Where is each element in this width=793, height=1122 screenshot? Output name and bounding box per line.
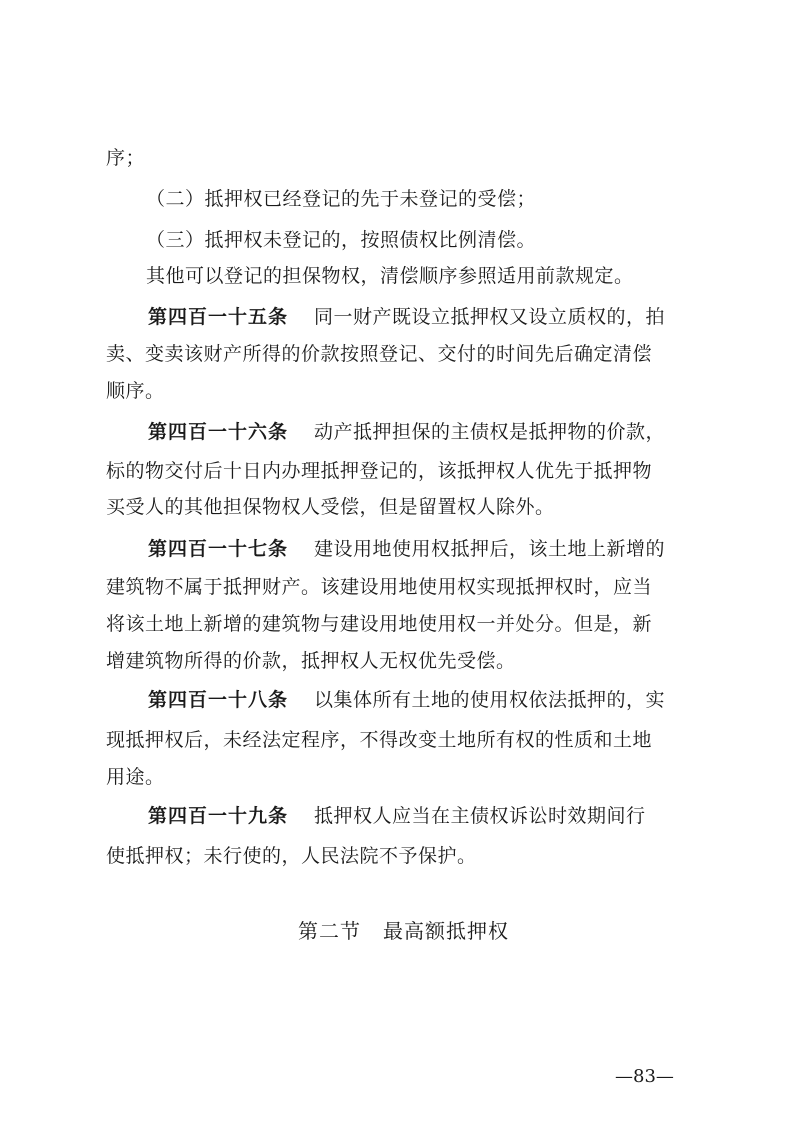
article-text: 动产抵押担保的主债权是抵押物的价款， — [314, 421, 666, 443]
article-label: 第四百一十八条 — [148, 689, 289, 711]
section-title: 最高额抵押权 — [383, 919, 509, 943]
article-first-line — [148, 804, 646, 828]
body-line: 序； — [106, 147, 146, 169]
article-text: 建设用地使用权抵押后，该土地上新增的 — [314, 538, 666, 560]
article-line: 顺序。 — [106, 380, 165, 402]
article-line: 将该土地上新增的建筑物与建设用地使用权一并处分。但是，新 — [106, 613, 653, 635]
page-number: —83— — [615, 1066, 674, 1087]
article-label: 第四百一十九条 — [148, 805, 289, 827]
article-first-line — [148, 537, 665, 561]
article-line: 买受人的其他担保物权人受偿，但是留置权人除外。 — [106, 496, 555, 518]
section-heading — [298, 918, 509, 944]
article-line: 增建筑物所得的价款，抵押权人无权优先受偿。 — [106, 650, 516, 672]
article-first-line — [148, 305, 665, 329]
article-line: 现抵押权后，未经法定程序，不得改变土地所有权的性质和土地 — [106, 729, 653, 751]
body-line: 其他可以登记的担保物权，清偿顺序参照适用前款规定。 — [146, 265, 634, 287]
article-line — [106, 342, 688, 366]
article-text: 卖、变卖该财产所得的价款按照登记、交付的时间先后确定清偿 — [106, 343, 653, 365]
article-line: 标的物交付后十日内办理抵押登记的，该抵押权人优先于抵押物 — [106, 460, 653, 482]
article-line: 使抵押权；未行使的，人民法院不予保护。 — [106, 845, 477, 867]
article-label: 第四百一十五条 — [148, 306, 289, 328]
article-label: 第四百一十六条 — [148, 421, 289, 443]
list-item: （二）抵押权已经登记的先于未登记的受偿； — [146, 188, 537, 210]
article-text: 同一财产既设立抵押权又设立质权的，拍 — [314, 306, 666, 328]
list-item: （三）抵押权未登记的，按照债权比例清偿。 — [146, 229, 537, 251]
article-first-line — [148, 420, 665, 444]
article-line: 建筑物不属于抵押财产。该建设用地使用权实现抵押权时，应当 — [106, 576, 653, 598]
article-line: 用途。 — [106, 766, 165, 788]
article-label: 第四百一十七条 — [148, 538, 289, 560]
article-text: 抵押权人应当在主债权诉讼时效期间行 — [314, 805, 646, 827]
section-number: 第二节 — [298, 919, 361, 943]
article-text: 以集体所有土地的使用权依法抵押的，实 — [314, 689, 666, 711]
article-first-line — [148, 688, 665, 712]
